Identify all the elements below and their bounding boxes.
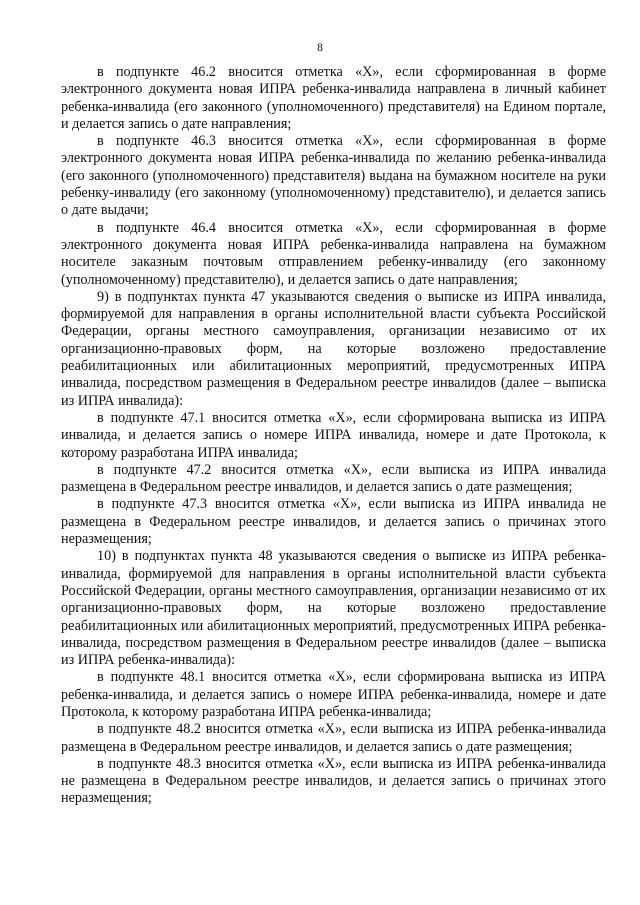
- paragraph-46-4: в подпункте 46.4 вносится отметка «Х», если сформированная в форме электронного документа новая ИПРА ребенка-инвалида направлена на бумажном носителе заказным почтовым отправлением ребенку-инвалиду (его законному (уполномоченному) представителю), и делается запись о дате направления;: [61, 219, 606, 288]
- paragraph-46-3: в подпункте 46.3 вносится отметка «Х», если сформированная в форме электронного документа новая ИПРА ребенка-инвалида по желанию ребенка-инвалида (его законного (уполномоченного) представителя) выдана на бумажном носителе на руки ребенку-инвалиду (его законному (уполномоченному) представителю), и делается запись о дате выдачи;: [61, 133, 606, 219]
- paragraph-48-3: в подпункте 48.3 вносится отметка «Х», если выписка из ИПРА ребенка-инвалида не размещена в Федеральном реестре инвалидов, и делается запись о причинах этого неразмещения;: [61, 755, 606, 807]
- paragraph-47-1: в подпункте 47.1 вносится отметка «Х», если сформирована выписка из ИПРА инвалида, и делается запись о номере ИПРА инвалида, номере и дате Протокола, к которому разработана ИПРА инвалида;: [61, 409, 606, 461]
- page-number: 8: [317, 42, 323, 54]
- document-body: [61, 64, 606, 808]
- paragraph-46-2: в подпункте 46.2 вносится отметка «Х», если сформированная в форме электронного документа новая ИПРА ребенка-инвалида направлена в личный кабинет ребенка-инвалида (его законного (уполномоченного) представителя) на Едином портале, и делается запись о дате направления;: [61, 64, 606, 132]
- paragraph-48-1: в подпункте 48.1 вносится отметка «Х», если сформирована выписка из ИПРА ребенка-инвалида, и делается запись о номере ИПРА ребенка-инвалида, номере и дате Протокола, к которому разработана ИПРА ребенка-инвалида;: [61, 669, 606, 720]
- paragraph-item-9: 9) в подпунктах пункта 47 указываются сведения о выписке из ИПРА инвалида, формируемой для направления в органы исполнительной власти субъекта Российской Федерации, органы местного самоуправления, организации независимо от их организационно-правовых форм, на которые возложено предоставление реабилитационных или абилитационных мероприятий, предусмотренных ИПРА инвалида, посредством размещения в Федеральном реестре инвалидов (далее – выписка из ИПРА инвалида):: [61, 288, 606, 409]
- paragraph-48-2: в подпункте 48.2 вносится отметка «Х», если выписка из ИПРА ребенка-инвалида размещена в Федеральном реестре инвалидов, и делается запись о дате размещения;: [61, 721, 606, 755]
- paragraph-47-3: в подпункте 47.3 вносится отметка «Х», если выписка из ИПРА инвалида не размещена в Федеральном реестре инвалидов, и делается запись о причинах этого неразмещения;: [61, 496, 606, 548]
- paragraph-47-2: в подпункте 47.2 вносится отметка «Х», если выписка из ИПРА инвалида размещена в Федеральном реестре инвалидов, и делается запись о дате размещения;: [61, 461, 606, 496]
- paragraph-item-10: 10) в подпунктах пункта 48 указываются сведения о выписке из ИПРА ребенка-инвалида, формируемой для направления в органы исполнительной власти субъекта Российской Федерации, органы местного самоуправления, организации независимо от их организационно-правовых форм, на которые возложено предоставление реабилитационных или абилитационных мероприятий, предусмотренных ИПРА ребенка-инвалида, посредством размещения в Федеральном реестре инвалидов (далее – выписка из ИПРА ребенка-инвалида):: [61, 548, 606, 669]
